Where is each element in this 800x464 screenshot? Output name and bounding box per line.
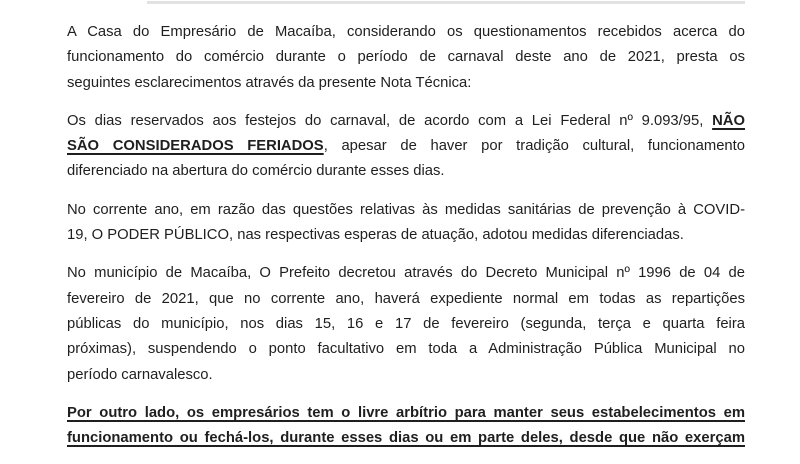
emphasized-text: SÃO CONSIDERADOS FERIADOS — [67, 138, 324, 155]
text-line — [67, 45, 745, 70]
emphasized-text: Por outro lado, os empresários tem o livre arbítrio para manter seus estabelecimentos em — [67, 404, 745, 421]
text-segment: diferenciado na abertura do comércio durante esses dias. — [67, 163, 445, 180]
text-segment: No município de Macaíba, O Prefeito decretou através do Decreto Municipal nº 1996 de 04 de — [67, 265, 745, 282]
paragraph — [67, 261, 745, 387]
text-line — [67, 337, 745, 362]
paragraph — [67, 20, 745, 96]
text-line — [67, 287, 745, 312]
emphasized-text: funcionamento ou fechá-los, durante esses dias ou em parte deles, desde que não exerçam — [67, 430, 745, 447]
text-segment: A Casa do Empresário de Macaíba, considerando os questionamentos recebidos acerca do — [67, 24, 745, 40]
paragraph — [67, 198, 745, 249]
text-segment: período carnavalesco. — [67, 366, 213, 383]
text-segment: próximas), suspendendo o ponto facultativo em toda a Administração Pública Municipal no — [67, 341, 745, 358]
text-line — [67, 401, 745, 426]
text-segment: funcionamento do comércio durante o período de carnaval deste ano de 2021, presta os — [67, 49, 745, 66]
text-segment: 19, O PODER PÚBLICO, nas respectivas esperas de atuação, adotou medidas diferenciadas. — [67, 227, 684, 244]
text-segment: No corrente ano, em razão das questões relativas às medidas sanitárias de prevenção à COVID- — [67, 201, 745, 218]
text-segment: públicas do município, nos dias 15, 16 e 17 de fevereiro (segunda, terça e quarta feira — [67, 315, 745, 332]
text-segment: seguintes esclarecimentos através da presente Nota Técnica: — [67, 74, 472, 91]
document-body — [67, 0, 745, 464]
paragraph — [67, 109, 745, 185]
text-line — [67, 426, 745, 451]
paragraph — [67, 401, 745, 452]
text-segment: fevereiro de 2021, que no corrente ano, haverá expediente normal em todas as repartições — [67, 290, 745, 307]
text-line — [67, 71, 745, 96]
text-line — [67, 261, 745, 286]
emphasized-text: NÃO — [712, 112, 745, 129]
text-segment: Os dias reservados aos festejos do carnaval, de acordo com a Lei Federal nº 9.093/95, — [67, 112, 713, 129]
text-line — [67, 134, 745, 159]
text-segment: , apesar de haver por tradição cultural, funcionamento — [323, 138, 745, 155]
text-line — [67, 20, 745, 45]
text-line — [67, 109, 745, 134]
text-line — [67, 198, 745, 223]
text-line — [67, 312, 745, 337]
text-line — [67, 223, 745, 248]
text-line — [67, 363, 745, 388]
text-line — [67, 159, 745, 184]
